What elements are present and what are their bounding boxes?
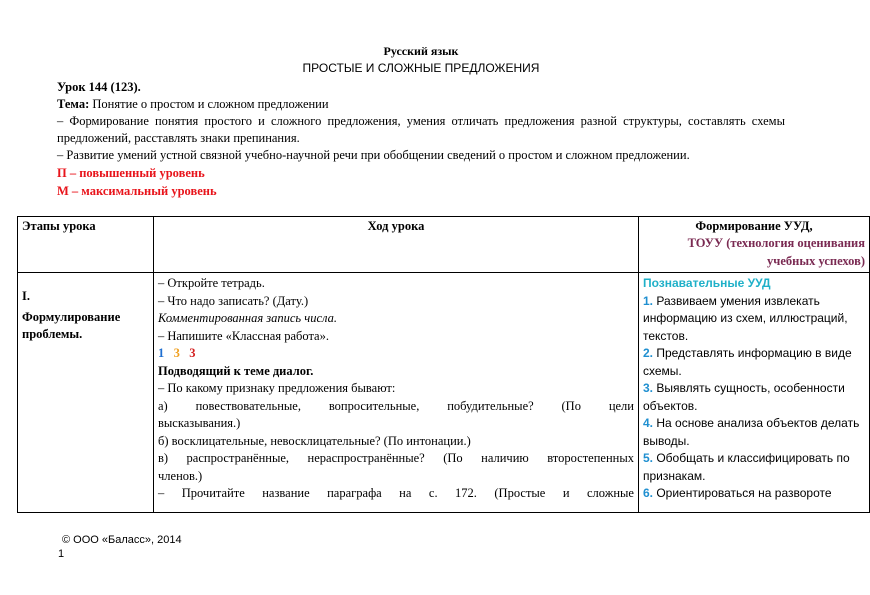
uud-item-number: 5. — [643, 451, 654, 465]
uud-item-number: 4. — [643, 416, 654, 430]
uud-item — [643, 293, 865, 346]
uud-item — [643, 485, 865, 503]
stage-number: I. — [22, 289, 30, 303]
level-numbers — [158, 345, 634, 363]
uud-item-text: Ориентироваться на развороте — [653, 486, 832, 500]
level-number-advanced: 3 — [173, 346, 180, 360]
course-line: – По какому признаку предложения бывают: — [158, 381, 396, 395]
level-maximum: М – максимальный уровень — [57, 184, 217, 198]
copyright-footer: © ООО «Баласс», 2014 — [62, 534, 182, 546]
uud-item — [643, 415, 865, 450]
uud-item — [643, 380, 865, 415]
course-line: – Напишите «Классная работа». — [158, 328, 329, 343]
uud-item-text: Обобщать и классифицировать по признакам. — [643, 451, 850, 483]
topic-label: Тема: — [57, 97, 90, 111]
course-line: в) распространённые, нераспространённые? (По наличию второстепенных — [158, 451, 634, 465]
uud-item — [643, 345, 865, 380]
table-header-row — [18, 217, 870, 273]
course-line: высказывания.) — [158, 416, 241, 430]
course-line: а) повествовательные, вопросительные, побудительные? (По цели — [158, 398, 634, 413]
header-uud — [639, 217, 870, 273]
stage-cell — [18, 273, 154, 513]
level-number-basic: 1 — [158, 346, 165, 360]
lesson-table — [17, 216, 870, 513]
course-line: Подводящий к теме диалог. — [158, 363, 314, 378]
uud-item-text: Развиваем умения извлекать информацию из схем, иллюстраций, текстов. — [643, 293, 848, 343]
course-line: – Прочитайте название параграфа на с. 172. (Простые и сложные — [158, 486, 634, 500]
course-line: членов.) — [158, 468, 203, 483]
lesson-topic — [57, 96, 785, 113]
document-title: ПРОСТЫЕ И СЛОЖНЫЕ ПРЕДЛОЖЕНИЯ — [302, 61, 540, 75]
level-number-maximum: 3 — [189, 346, 196, 360]
header-course: Ход урока — [154, 217, 639, 273]
level-advanced: П – повышенный уровень — [57, 166, 205, 180]
uud-item-number: 6. — [643, 486, 654, 500]
header-uud-subtitle: ТОУУ (технология оценивания учебных успехов) — [687, 236, 865, 268]
lesson-goal-2: – Развитие умений устной связной учебно-научной речи при обобщении сведений о простом и сложном предложении. — [57, 148, 690, 162]
page-number: 1 — [58, 548, 65, 560]
course-line: – Что надо записать? (Дату.) — [158, 293, 309, 308]
uud-item-number: 2. — [643, 346, 654, 360]
uud-item-number: 3. — [643, 381, 654, 395]
table-row — [18, 273, 870, 513]
uud-heading: Познавательные УУД — [643, 276, 771, 290]
uud-item-number: 1. — [643, 293, 654, 308]
course-line: – Откройте тетрадь. — [158, 276, 265, 290]
topic-text: Понятие о простом и сложном предложении — [89, 97, 329, 111]
uud-item-text: На основе анализа объектов делать выводы. — [643, 416, 860, 448]
uud-item — [643, 450, 865, 485]
course-line: б) восклицательные, невосклицательные? (По интонации.) — [158, 433, 471, 448]
lesson-number: Урок 144 (123). — [57, 80, 141, 94]
course-cell — [154, 273, 639, 513]
course-line: Комментированная запись числа. — [158, 311, 337, 325]
uud-cell — [639, 273, 870, 513]
stage-name: Формулирование проблемы. — [22, 310, 121, 341]
uud-item-text: Представлять информацию в виде схемы. — [643, 346, 852, 378]
subject-heading: Русский язык — [383, 44, 459, 58]
header-uud-title: Формирование УУД, — [695, 219, 813, 233]
lesson-goal-1: – Формирование понятия простого и сложного предложения, умения отличать предложения разной структуры, составлять схемы предложений, расставлять знаки препинания. — [57, 114, 785, 145]
header-stages: Этапы урока — [18, 217, 154, 273]
uud-item-text: Выявлять сущность, особенности объектов. — [643, 381, 845, 413]
